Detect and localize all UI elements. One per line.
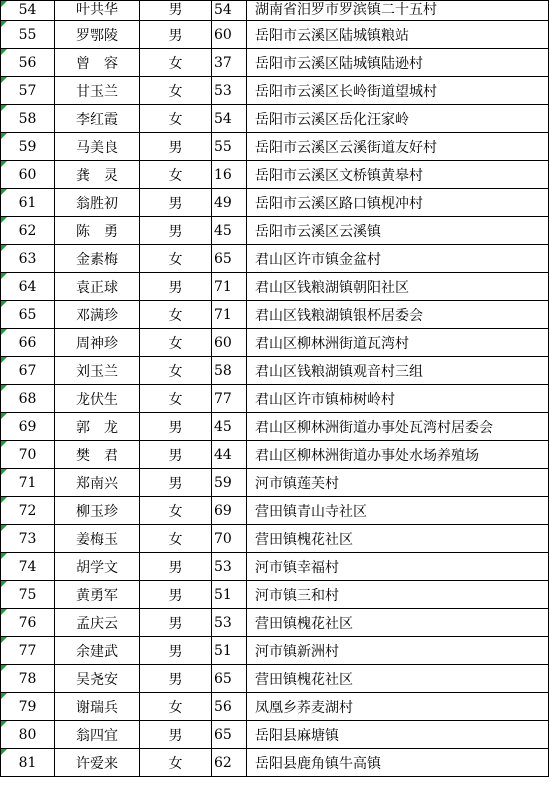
row-number-cell: 62 (1, 217, 55, 245)
table-row (1, 721, 549, 749)
address-cell: 岳阳市云溪区陆城镇粮站 (247, 21, 549, 49)
name-cell: 郭 龙 (55, 413, 140, 441)
address-cell: 河市镇三和村 (247, 581, 549, 609)
age-cell: 54 (212, 105, 247, 133)
row-number-cell: 63 (1, 245, 55, 273)
gender-cell: 女 (140, 497, 212, 525)
gender-cell: 男 (140, 665, 212, 693)
table-row (1, 749, 549, 777)
address-cell: 河市镇新洲村 (247, 637, 549, 665)
name-cell: 龙伏生 (55, 385, 140, 413)
table-row (1, 357, 549, 385)
age-cell: 65 (212, 721, 247, 749)
name-cell: 陈 勇 (55, 217, 140, 245)
name-cell: 叶共华 (55, 1, 140, 21)
name-cell: 许爱来 (55, 749, 140, 777)
name-cell: 孟庆云 (55, 609, 140, 637)
age-cell: 62 (212, 749, 247, 777)
address-cell: 河市镇莲芙村 (247, 469, 549, 497)
row-number-cell: 77 (1, 637, 55, 665)
gender-cell: 女 (140, 693, 212, 721)
age-cell: 53 (212, 609, 247, 637)
name-cell: 吴尧安 (55, 665, 140, 693)
address-cell: 岳阳市云溪区陆城镇陆逊村 (247, 49, 549, 77)
table-row (1, 553, 549, 581)
name-cell: 曾 容 (55, 49, 140, 77)
age-cell: 60 (212, 21, 247, 49)
row-number-cell: 72 (1, 497, 55, 525)
gender-cell: 男 (140, 273, 212, 301)
table-row (1, 469, 549, 497)
age-cell: 65 (212, 665, 247, 693)
age-cell: 53 (212, 553, 247, 581)
row-number-cell: 68 (1, 385, 55, 413)
address-cell: 君山区柳林洲街道瓦湾村 (247, 329, 549, 357)
row-number-cell: 71 (1, 469, 55, 497)
name-cell: 甘玉兰 (55, 77, 140, 105)
table-row (1, 161, 549, 189)
name-cell: 邓满珍 (55, 301, 140, 329)
address-cell: 君山区钱粮湖镇朝阳社区 (247, 273, 549, 301)
address-cell: 营田镇槐花社区 (247, 525, 549, 553)
row-number-cell: 67 (1, 357, 55, 385)
name-cell: 李红霞 (55, 105, 140, 133)
name-cell: 罗鄂陵 (55, 21, 140, 49)
row-number-cell: 74 (1, 553, 55, 581)
age-cell: 37 (212, 49, 247, 77)
age-cell: 53 (212, 77, 247, 105)
name-cell: 柳玉珍 (55, 497, 140, 525)
name-cell: 龚 灵 (55, 161, 140, 189)
table-row (1, 525, 549, 553)
gender-cell: 女 (140, 357, 212, 385)
gender-cell: 男 (140, 469, 212, 497)
name-cell: 翁四宜 (55, 721, 140, 749)
gender-cell: 女 (140, 385, 212, 413)
row-number-cell: 80 (1, 721, 55, 749)
age-cell: 49 (212, 189, 247, 217)
address-cell: 岳阳市云溪区长岭街道望城村 (247, 77, 549, 105)
table-row (1, 637, 549, 665)
table-row (1, 133, 549, 161)
address-cell: 君山区许市镇金盆村 (247, 245, 549, 273)
row-number-cell: 56 (1, 49, 55, 77)
row-number-cell: 78 (1, 665, 55, 693)
address-cell: 君山区柳林洲街道办事处瓦湾村居委会 (247, 413, 549, 441)
address-cell: 营田镇槐花社区 (247, 665, 549, 693)
gender-cell: 女 (140, 77, 212, 105)
row-number-cell: 64 (1, 273, 55, 301)
address-cell: 岳阳市云溪区云溪镇 (247, 217, 549, 245)
name-cell: 周神珍 (55, 329, 140, 357)
table-row (1, 497, 549, 525)
age-cell: 45 (212, 217, 247, 245)
address-cell: 岳阳市云溪区云溪街道友好村 (247, 133, 549, 161)
gender-cell: 男 (140, 189, 212, 217)
row-number-cell: 55 (1, 21, 55, 49)
table-row (1, 385, 549, 413)
age-cell: 70 (212, 525, 247, 553)
row-number-cell: 66 (1, 329, 55, 357)
table-row (1, 217, 549, 245)
name-cell: 马美良 (55, 133, 140, 161)
row-number-cell: 60 (1, 161, 55, 189)
row-number-cell: 58 (1, 105, 55, 133)
table-row (1, 1, 549, 21)
table-row (1, 693, 549, 721)
roster-body (1, 1, 549, 777)
name-cell: 郑南兴 (55, 469, 140, 497)
table-row (1, 49, 549, 77)
row-number-cell: 70 (1, 441, 55, 469)
name-cell: 翁胜初 (55, 189, 140, 217)
table-row (1, 413, 549, 441)
name-cell: 余建武 (55, 637, 140, 665)
gender-cell: 女 (140, 329, 212, 357)
gender-cell: 女 (140, 301, 212, 329)
age-cell: 71 (212, 301, 247, 329)
row-number-cell: 54 (1, 1, 55, 21)
row-number-cell: 81 (1, 749, 55, 777)
row-number-cell: 79 (1, 693, 55, 721)
age-cell: 59 (212, 469, 247, 497)
name-cell: 金素梅 (55, 245, 140, 273)
age-cell: 58 (212, 357, 247, 385)
address-cell: 岳阳市云溪区路口镇枧冲村 (247, 189, 549, 217)
age-cell: 60 (212, 329, 247, 357)
name-cell: 樊 君 (55, 441, 140, 469)
table-row (1, 105, 549, 133)
gender-cell: 女 (140, 749, 212, 777)
table-row (1, 441, 549, 469)
age-cell: 51 (212, 637, 247, 665)
address-cell: 岳阳县麻塘镇 (247, 721, 549, 749)
gender-cell: 男 (140, 413, 212, 441)
gender-cell: 女 (140, 49, 212, 77)
row-number-cell: 75 (1, 581, 55, 609)
age-cell: 44 (212, 441, 247, 469)
gender-cell: 男 (140, 441, 212, 469)
row-number-cell: 76 (1, 609, 55, 637)
gender-cell: 男 (140, 581, 212, 609)
name-cell: 谢瑞兵 (55, 693, 140, 721)
age-cell: 56 (212, 693, 247, 721)
gender-cell: 女 (140, 161, 212, 189)
table-row (1, 609, 549, 637)
table-row (1, 665, 549, 693)
address-cell: 君山区钱粮湖镇观音村三组 (247, 357, 549, 385)
age-cell: 45 (212, 413, 247, 441)
table-row (1, 273, 549, 301)
row-number-cell: 73 (1, 525, 55, 553)
row-number-cell: 59 (1, 133, 55, 161)
table-row (1, 301, 549, 329)
address-cell: 君山区柳林洲街道办事处水场养殖场 (247, 441, 549, 469)
address-cell: 岳阳市云溪区岳化汪家岭 (247, 105, 549, 133)
table-row (1, 189, 549, 217)
age-cell: 54 (212, 1, 247, 21)
gender-cell: 男 (140, 721, 212, 749)
address-cell: 营田镇青山寺社区 (247, 497, 549, 525)
age-cell: 55 (212, 133, 247, 161)
gender-cell: 男 (140, 1, 212, 21)
row-number-cell: 69 (1, 413, 55, 441)
gender-cell: 男 (140, 21, 212, 49)
gender-cell: 女 (140, 245, 212, 273)
address-cell: 营田镇槐花社区 (247, 609, 549, 637)
table-row (1, 329, 549, 357)
table-row (1, 77, 549, 105)
name-cell: 袁正球 (55, 273, 140, 301)
table-row (1, 245, 549, 273)
age-cell: 71 (212, 273, 247, 301)
address-cell: 河市镇幸福村 (247, 553, 549, 581)
address-cell: 君山区钱粮湖镇银杯居委会 (247, 301, 549, 329)
row-number-cell: 61 (1, 189, 55, 217)
gender-cell: 女 (140, 105, 212, 133)
gender-cell: 男 (140, 609, 212, 637)
gender-cell: 男 (140, 217, 212, 245)
age-cell: 77 (212, 385, 247, 413)
address-cell: 岳阳市云溪区文桥镇黄皋村 (247, 161, 549, 189)
table-row (1, 581, 549, 609)
address-cell: 君山区许市镇柿树岭村 (247, 385, 549, 413)
gender-cell: 男 (140, 553, 212, 581)
age-cell: 16 (212, 161, 247, 189)
address-cell: 凤凰乡荞麦湖村 (247, 693, 549, 721)
address-cell: 岳阳县鹿角镇牛高镇 (247, 749, 549, 777)
name-cell: 姜梅玉 (55, 525, 140, 553)
age-cell: 51 (212, 581, 247, 609)
row-number-cell: 65 (1, 301, 55, 329)
row-number-cell: 57 (1, 77, 55, 105)
gender-cell: 男 (140, 637, 212, 665)
age-cell: 69 (212, 497, 247, 525)
address-cell: 湖南省汨罗市罗滨镇二十五村 (247, 1, 549, 21)
gender-cell: 女 (140, 525, 212, 553)
name-cell: 刘玉兰 (55, 357, 140, 385)
gender-cell: 男 (140, 133, 212, 161)
table-row (1, 21, 549, 49)
age-cell: 65 (212, 245, 247, 273)
name-cell: 胡学文 (55, 553, 140, 581)
name-cell: 黄勇军 (55, 581, 140, 609)
